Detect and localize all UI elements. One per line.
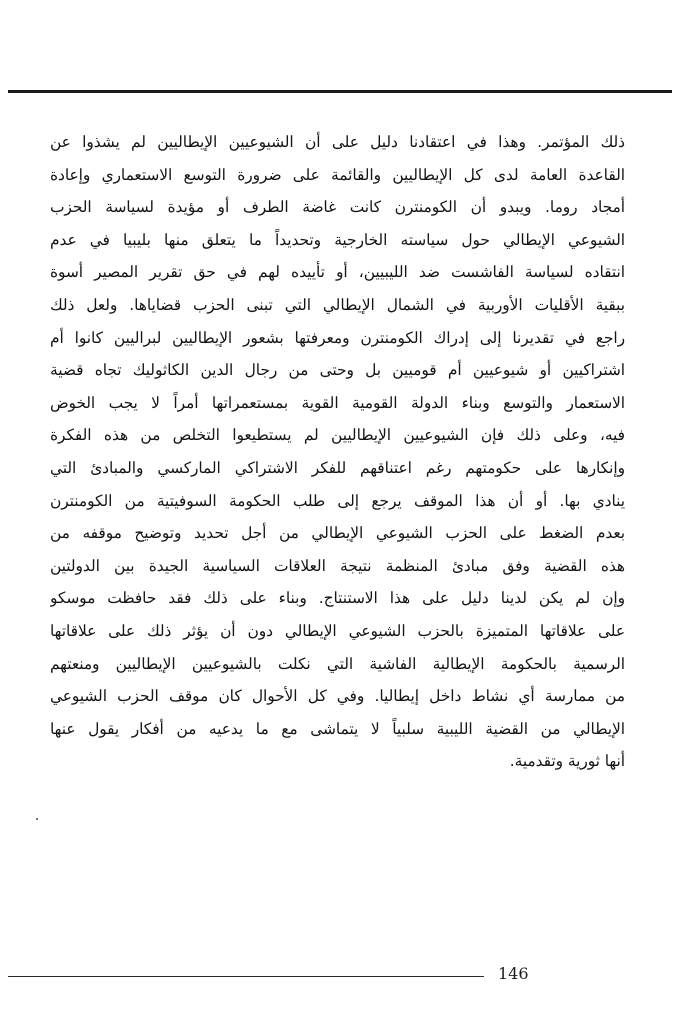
scan-speck — [36, 818, 38, 820]
page-number: 146 — [498, 964, 529, 983]
text-line: الشيوعي الإيطالي حول سياسته الخارجية وتحديداً ما يتعلق منها بليبيا في عدم — [50, 230, 625, 249]
footer-rule — [8, 976, 484, 977]
text-line: الإيطالي من القضية الليبية سلبياً لا يتماشى مع ما يدعيه من أفكار يقول عنها — [50, 719, 625, 738]
text-line: ببقية الأقليات الأوربية في الشمال الإيطالي التي تبنى الحزب قضاياها. ولعل ذلك — [50, 295, 625, 314]
text-line: وإن لم يكن لدينا دليل على هذا الاستنتاج. وبناء على ذلك فقد حافظت موسكو — [50, 589, 625, 608]
text-line: راجع في تقديرنا إلى إدراك الكومنترن ومعرفتها بشعور الإيطاليين لبراليين كانوا أم — [50, 328, 625, 347]
text-line: القاعدة العامة لدى كل الإيطاليين والقائمة على ضرورة التوسع الاستعماري وإعادة — [50, 165, 625, 184]
text-line: ينادي بها. أو أن هذا الموقف يرجع إلى طلب الحكومة السوفيتية من الكومنترن — [50, 491, 625, 510]
text-line: من ممارسة أي نشاط داخل إيطاليا. وفي كل الأحوال كان موقف الحزب الشيوعي — [50, 687, 625, 706]
text-line: فيه، وعلى ذلك فإن الشيوعيين الإيطاليين لم يستطيعوا التخلص من هذه الفكرة — [50, 426, 625, 445]
text-line: ذلك المؤتمر. وهذا في اعتقادنا دليل على أن الشيوعيين الإيطاليين لم يشذوا عن — [50, 133, 625, 151]
text-line: وإنكارها على حكومتهم رغم اعتناقهم للفكر الاشتراكي الماركسي والمبادئ التي — [50, 458, 625, 477]
text-line: على علاقاتها المتميزة بالحزب الشيوعي الإيطالي دون أن يؤثر ذلك على علاقاتها — [50, 621, 625, 640]
text-line-last: أنها ثورية وتقدمية. — [509, 752, 625, 771]
text-line: هذه القضية وفق مبادئ المنظمة نتيجة العلاقات السياسية الجيدة بين الدولتين — [50, 556, 625, 575]
text-line: الرسمية بالحكومة الإيطالية الفاشية التي نكلت بالشيوعيين الإيطاليين ومنعتهم — [50, 654, 625, 673]
text-line: انتقاده لسياسة الفاشست ضد الليبيين، أو تأييده لهم في حق تقرير المصير أسوة — [50, 263, 625, 282]
text-line: بعدم الضغط على الحزب الشيوعي الإيطالي من أجل تحديد وتوضيح موقفه من — [50, 524, 625, 543]
header-rule — [8, 90, 672, 93]
text-line: أمجاد روما. ويبدو أن الكومنترن كانت غاضة الطرف أو مؤيدة لسياسة الحزب — [50, 198, 625, 217]
body-text — [50, 126, 625, 778]
text-line: اشتراكيين أو شيوعيين أم قوميين بل وحتى من رجال الدين الكاثوليك تجاه قضية — [50, 361, 625, 380]
text-line: الاستعمار والتوسع وبناء الدولة القومية القوية بمستعمراتها أمراً لا يجب الخوض — [50, 393, 625, 412]
